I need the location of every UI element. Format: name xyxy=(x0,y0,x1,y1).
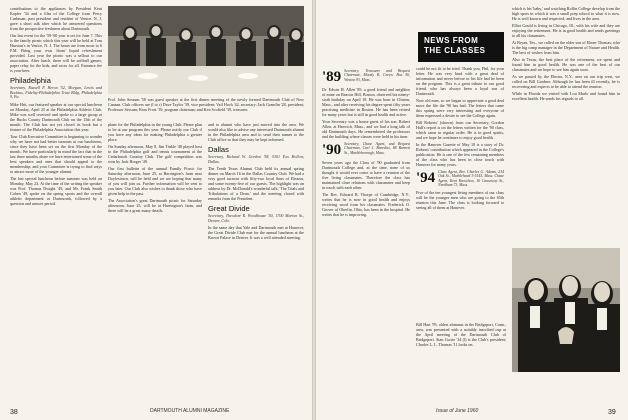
paragraph: In the same day that Yale and Dartmouth met at Hanover, the Great Divide Club met for the annual luncheon at the Brown Palace in Denver. It was a well attended meeting. xyxy=(208,225,304,241)
paragraph: Dr. Edwin H. Allen '89, a good friend and neighbor of mine on Beacon Hill, Boston, observed his ninety-sixth birthday on April 18. He was born in Clinton, Mass., and after receiving his degree spent fifty years practising medicine in Boston. He has been retired for many years but is still in good health and active. xyxy=(322,87,410,117)
heading-great-divide: Great Divide xyxy=(208,204,250,214)
paragraph: Bill Roberts' (shown) from our Secretary, Gordon Hall's report is on the letters written for the '90 class, which came in regular order. He is in good spirits, and we hope he continues to enjoy good health. xyxy=(416,120,504,140)
right-column-3 xyxy=(512,6,620,103)
paragraph: At Bryan, Tex., we called on the older son of Elmer Thomas, who is the big camp manager in the Department of Nature and Health. The best of wishes from him. xyxy=(512,40,620,55)
paragraph: Now old men, so we began to appreciate a good deal more the life the '90 has had. The letters that came this spring were very interesting and everyone of them expressed a desire to see the College again. xyxy=(416,98,504,118)
class-number: '94 xyxy=(416,170,436,186)
class-number: '90 xyxy=(322,142,342,158)
section-banner xyxy=(418,32,504,62)
left-column-1 xyxy=(10,6,102,208)
paragraph: which is his 'baby,' and watching Rollin College develop from the high spots in which it was a small prep school to what it is now. He is well known and respected, and lives in the area. xyxy=(512,6,620,21)
left-page xyxy=(0,0,312,420)
photo-caption-right: Bill Hart '95, oldest alumnus in the Bridgeport, Conn., area, was presented with a suitably inscribed cup at the April meeting of the Dartmouth Club of Bridgeport. Stan Currie '34 (l) is the Club's president; Charles L. L. Thomas '11 looks on. xyxy=(416,322,506,347)
paragraph: Seven years ago the Class of '90 graduated from Dartmouth College and, at the time, none of us thought it would ever come to have a reunion of the five living classmates. Therefore the class has maintained close relations with classmates and keep in touch with each other. xyxy=(322,160,410,190)
paragraph: On Sunday afternoon, May 8, Jim Tinkle '48 played host to the Philadelphia golf and tennis tournament at the Cedarbrook Country Club. The golf competition was won by Jack Horger '49. xyxy=(108,144,202,164)
class-header-90 xyxy=(322,142,410,158)
paragraph: While in Florida we visited with Lou Marlo and found him in excellent health. He sends his regards to all. xyxy=(512,91,620,101)
class-number: '89 xyxy=(322,69,342,85)
photo-caption-left: Prof. John Sessum '58 was guest speaker at the first dinner meeting of the newly formed Dartmouth Club of New Canaan. Club officers are (l to r) Dave Taylor '39, vice president; Vail Hoch '42, secretary; Jack Gramlin '28, president; Professor Sessum; Ross Frost '39, program chairman; and Ken Scofield '39, treasurer. xyxy=(108,97,304,112)
subheading-great-divide: Secretary, Theodore R. Woodhouse '50, 1700 Marion St., Denver, Colo. xyxy=(208,213,304,223)
right-page xyxy=(316,0,628,420)
class-header-89 xyxy=(322,69,410,85)
paragraph: and to alumni who have just moved into the area. We would also like to advise any interested Dartmouth alumni in the Philadelphia area and to send their names to the Club office so that they may be kept informed. xyxy=(208,122,304,142)
paragraph: Your Secretary was a house guest of his son, Robert Allen, at Harwich, Mass., and we had a long talk of old Dartmouth days. He remembered the professors and the building where classes were held in his time. xyxy=(322,119,410,139)
page-number-right: 39 xyxy=(608,409,616,416)
right-column-1 xyxy=(322,66,410,219)
class-header-94 xyxy=(416,170,504,188)
heading-philadelphia: Philadelphia xyxy=(10,76,51,85)
left-column-2 xyxy=(108,122,202,215)
subheading-dallas: Secretary, Richard W. Gordon '58, 5301 Fox Hollow, Dallas. xyxy=(208,154,304,164)
paragraph: In the Hanover Gazette of May 18 is a story of Dr. Roberts' contribution which appeared in the College's publication. He is one of the few remaining members of the class who has been in close touch with Hanover for many years. xyxy=(416,142,504,167)
class-meta: Class Agent, Rev. Charles G. Adams, 234 Oak St., Marblehead 3-5145, Mass. Chase Agent, Kent Knowlton, 16 Causeway St., Needham 73, Mass. xyxy=(438,170,504,188)
paragraph: could be not fit to be tried. Thank you, Phil, for your letter. He was very kind with a great deal of information and never before in his life had he been on the program. This is a great tribute to our good friend, who has always been a loyal son of Dartmouth. xyxy=(416,66,504,96)
paragraph: As we passed by the Elmira, N.Y., area on our trip west, we called on Bill Gardner. Although he has been ill recently, he is recovering and expects to be able to attend the reunion. xyxy=(512,74,620,89)
photo-presentation xyxy=(512,248,620,372)
paragraph: Elliot Gould is living in Chicago, Ill., with his wife and they are enjoying the retirement. He is in good health and sends greetings to all his classmates. xyxy=(512,23,620,38)
paragraph: Our first bulletin of the annual Family Picnic for Saturday afternoon, June 25, at Harrington's farm near Doylestown, will be held and we are hoping that many of you will join us. Further information will be sent to you later. Our Club also wishes to thank those who have given help in the past. xyxy=(108,166,202,196)
right-column-2 xyxy=(416,66,504,212)
photo-presentation-image xyxy=(512,248,620,372)
heading-dallas: Dallas xyxy=(208,145,229,154)
photo-dinner-image xyxy=(108,6,304,94)
footer-left: DARTMOUTH ALUMNI MAGAZINE xyxy=(150,408,230,414)
paragraph: Tour Club Executive Committee is beginning to wonder why we have not had better turnouts at our luncheons, since they have been set on the first Monday of the month. We have particularly in mind the fact that in the last three months alone we have entertained some of the best speakers and ones that should appeal to the membership, and your Commitee is trying to find ways to attract more of the younger alumni. xyxy=(10,133,102,174)
paragraph: The Association's great Dartmouth picnic for Saturday afternoon, June 25, will be at Harrington's farm, and there will be a great many details. xyxy=(108,198,202,213)
left-column-3 xyxy=(208,122,304,242)
paragraph: contributions to the appliances by President Kent Kapfer '34 and a film of the College from Percy Cushman, past president and resident of Venice. N. J. gave a short talk after which he answered questions from the prospective freshmen about Dartmouth. xyxy=(10,6,102,31)
paragraph: plane for the Philadelphia in the young Club. Please plan to be at our program this year. Please notify our Club if you have any ideas for making Philadelphia a greater place. xyxy=(108,122,202,142)
paragraph: Five of the ten youngest living members of our class will be the younger men who are going to the 65th reunion this June. The class is looking forward to seeing all of them at Hanover. xyxy=(416,189,504,210)
subheading-philadelphia: Secretary, Russell F. Heron '52, Morgan, Lewis and Bockius, Fidelity-Philadelphia Trust Bldg, Philadelphia 9, Pa. xyxy=(10,85,102,100)
paragraph: Our last event for the '59-'60 year is set for June 7. This is the family picnic which this year will be held at Tom Hurston's in Venice, N. J. The hours are from noon to 6 P.M. Bring your own 'dram' liquid refreshment provided. Last year the picnic was a sellout to our association. After lunch, there will be softball games, paper relay for the kids, and races for all. Entrance fee is your beer. xyxy=(10,33,102,73)
photo-dinner-meeting xyxy=(108,6,304,94)
banner-title: NEWS FROM THE CLASSES xyxy=(424,36,486,55)
footer-right: Issue of June 1960 xyxy=(436,408,479,414)
paragraph: The last special luncheon before summer was held on Monday, May 23. At the time of the writing the speaker was Prof. Thomas Dwight '49, and Mr. Frank Smith Cohen '49, spoke on the spring sports and the overall athletic department at Dartmouth, followed by a question and answer period. xyxy=(10,175,102,206)
page-number-left: 38 xyxy=(10,409,18,416)
paragraph: The Rev. Edward B. Thorpe of Cambridge, N.Y., writes that he is now in good health and enjoys receiving word from his classmates. Frederick O. Grover of Oberlin, Ohio, has been in the hospital. He writes that he is improving. xyxy=(322,192,410,217)
class-meta: Secretary, Chase Agent, and Bequest Chairman, Carl J. Benedict, 88 Burnett St., Marbleborough, Mass. xyxy=(344,142,410,155)
paragraph: Also in Texas, the best place of the retirement, we spent and found him in good health. He was one of the best of our classmates and we hope to see him again soon. xyxy=(512,57,620,72)
paragraph: The Tenth Texas Alumni Club held its annual spring dinner on March 16 in the Dallas Country Club. We had a very good turnout with fifty-two local Sons of Eleazar, and some twenty-five of our guests. The highlight was an address by Dr. McDonald's wonderful talk, 'The Trials and Tribulations of a Dean,' and the meeting closed with remarks from the President. xyxy=(208,166,304,202)
class-meta: Secretary, Treasurer and Bequest Chairman, Moody B. Green, Box 56, Weston 93, Mass. xyxy=(344,69,410,82)
paragraph: Mike Hrit, our featured speaker at our special luncheon on Monday, April 25 at the Philadelphia Athletic Club. Mike was well received and spoke to a large group at the Bucks County Dartmouth Club on the 15th of the month. The Club has not yet closed its book but a feature of the Philadelphia Association this year. xyxy=(10,101,102,132)
